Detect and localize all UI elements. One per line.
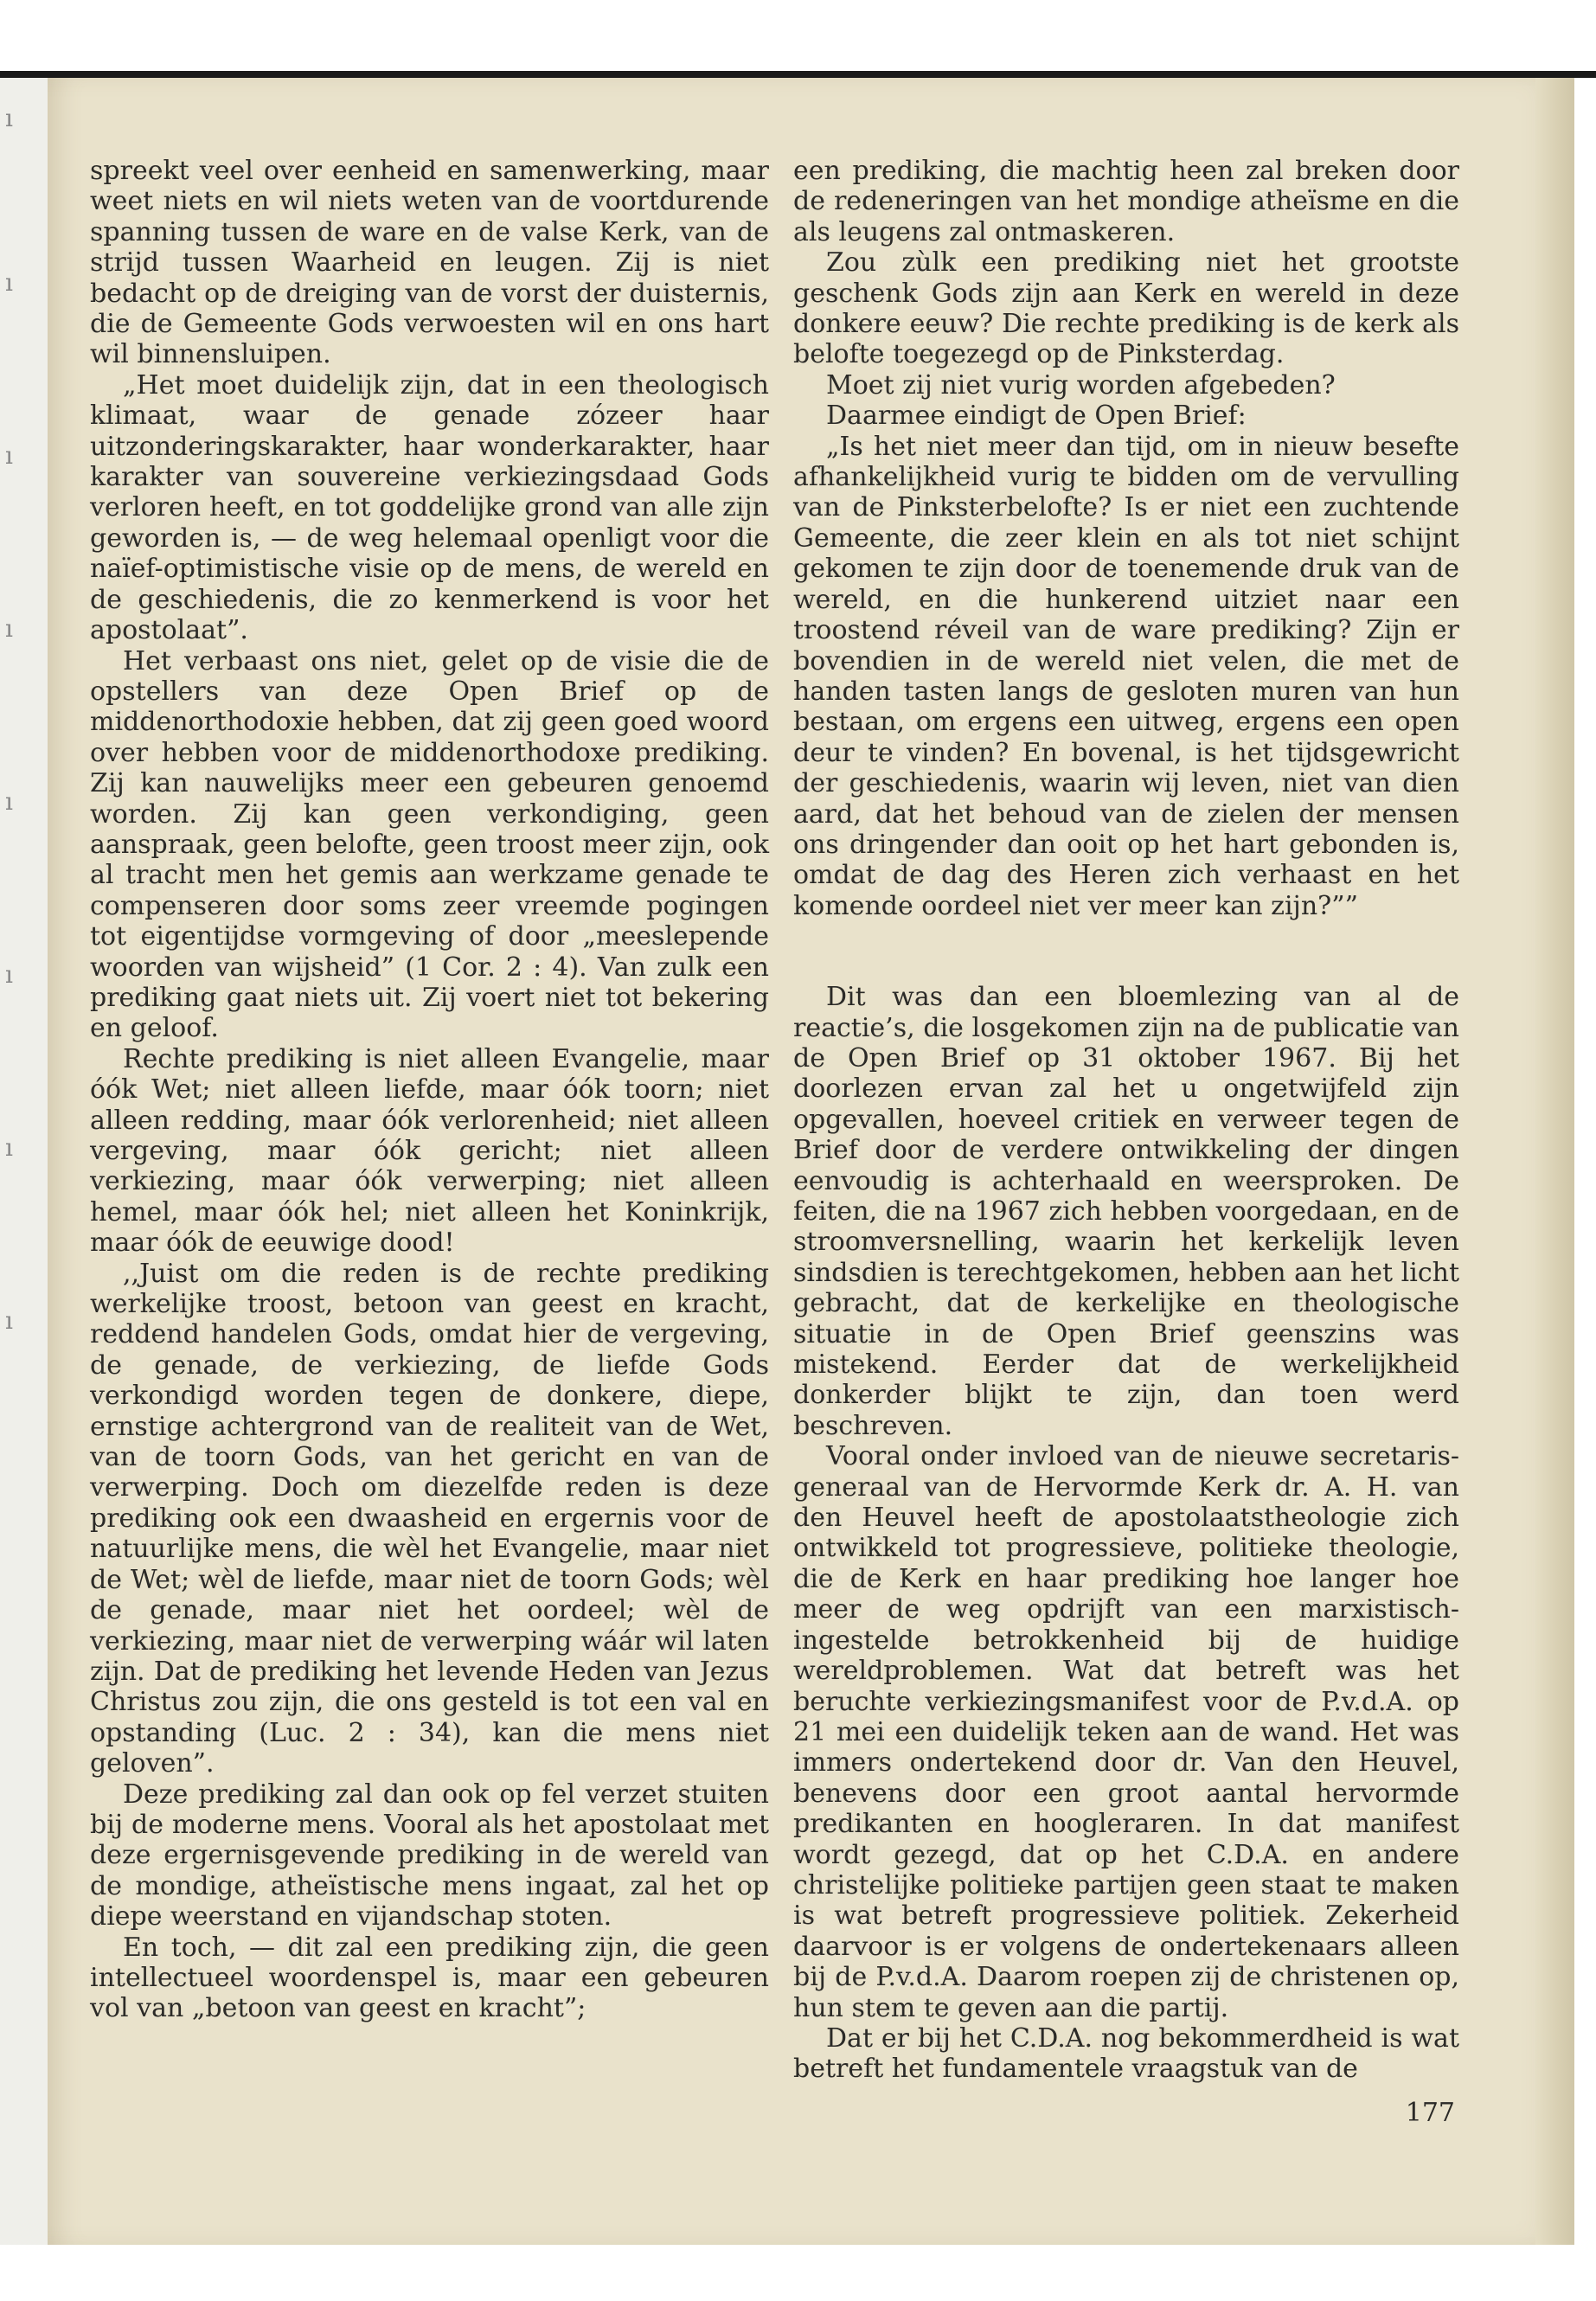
paragraph: ,,Juist om die reden is de rechte prediking werkelijke troost, betoon van geest en kracht, reddend handelen Gods, omdat hier de vergeving, de genade, de verkiezing, de liefde Gods verkondigd worden tegen de donkere, diepe, ernstige achtergrond van de realiteit van de Wet, van de toorn Gods, van het gericht en van de verwerping. Doch om diezelfde reden is deze prediking ook een dwaasheid en ergernis voor de natuurlijke mens, die wèl het Evangelie, maar niet de Wet; wèl de liefde, maar niet de toorn Gods; wèl de genade, maar niet het oordeel; wèl de verkiezing, maar niet de verwerping wáár wil laten zijn. Dat de prediking het levende Heden van Jezus Christus zou zijn, die ons gesteld is tot een val en opstanding (Luc. 2 : 34), kan die mens niet geloven”. (90, 1258, 769, 1779)
paragraph: Daarmee eindigt de Open Brief: (826, 401, 1247, 432)
paragraph: Deze prediking zal dan ook op fel verzet stuiten bij de moderne mens. Vooral als het apostolaat met deze ergernisgevende prediking in de wereld van de mondige, atheïstische mens ingaat, zal het op diepe weerstand en vijandschap stoten. (90, 1779, 769, 1932)
previous-page-edge: ı ı ı ı ı ı ı ı (0, 78, 48, 2245)
page-number: 177 (1405, 2098, 1455, 2128)
paragraph: Dit was dan een bloemlezing van al de reactie’s, die losgekomen zijn na de publicatie van de Open Brief op 31 oktober 1967. Bij het doorlezen ervan zal het u ongetwijfeld zijn opgevallen, hoeveel critiek en verweer tegen de Brief door de verdere ontwikkeling der dingen eenvoudig is achterhaald en weersproken. De feiten, die na 1967 zich hebben voorgedaan, en de stroomversnelling, waarin het kerkelijk leven sindsdien is terechtgekomen, hebben aan het licht gebracht, dat de kerkelijke en theologische situatie in de Open Brief geenszins was mistekend. Eerder dat de werkelijkheid donkerder blijkt te zijn, dan toen werd beschreven. (793, 982, 1459, 1441)
paragraph: Moet zij niet vurig worden afgebeden? (826, 369, 1336, 401)
right-text-column (793, 156, 1459, 2085)
page-fold-shadow (1535, 78, 1574, 2245)
paragraph: Vooral onder invloed van de nieuwe secretaris-generaal van de Hervormde Kerk dr. A. H. van den Heuvel heeft de apostolaatstheologie zich ontwikkeld tot progressieve, politieke theologie, die de Kerk en haar prediking hoe langer hoe meer de weg opdrijft van een marxistisch-ingestelde betrokkenheid bij de huidige wereldproblemen. Wat dat betreft was het beruchte verkiezingsmanifest voor de P.v.d.A. op 21 mei een duidelijk teken aan de wand. Het was immers ondertekend door dr. Van den Heuvel, benevens door een groot aantal hervormde predikanten en hoogleraren. In dat manifest wordt gezegd, dat op het C.D.A. en andere christelijke politieke partijen geen staat te maken is wat betreft progressieve politiek. Zekerheid daarvoor is er volgens de ondertekenaars alleen bij de P.v.d.A. Daarom roepen zij de christenen op, hun stem te geven aan die partij. (793, 1441, 1459, 2023)
paragraph: spreekt veel over eenheid en samenwerking, maar weet niets en wil niets weten van de voortdurende spanning tussen de ware en de valse Kerk, van de strijd tussen Waarheid en leugen. Zij is niet bedacht op de dreiging van de vorst der duisternis, die de Gemeente Gods verwoesten wil en ons hart wil binnensluipen. (90, 156, 769, 370)
scan-bottom-margin (0, 2245, 1596, 2301)
paragraph: een prediking, die machtig heen zal breken door de redeneringen van het mondige atheïsme en die als leugens zal ontmaskeren. (793, 156, 1459, 247)
paragraph: En toch, — dit zal een prediking zijn, die geen intellectueel woordenspel is, maar een gebeuren vol van „betoon van geest en kracht”; (90, 1932, 769, 2024)
left-text-column (90, 156, 769, 2024)
paragraph: Rechte prediking is niet alleen Evangelie, maar óók Wet; niet alleen liefde, maar óók toorn; niet alleen redding, maar óók verlorenheid; niet alleen vergeving, maar óók gericht; niet alleen verkiezing, maar óók verwerping; niet alleen hemel, maar óók hel; niet alleen het Koninkrijk, maar óók de eeuwige dood! (90, 1043, 769, 1259)
quoted-paragraph: „Is het niet meer dan tijd, om in nieuw besefte afhankelijkheid vurig te bidden om de vervulling van de Pinksterbelofte? Is er niet een zuchtende Gemeente, die zeer klein en als tot niet schijnt gekomen te zijn door de toenemende druk van de wereld, en die hunkerend uitziet naar een troostend réveil van de ware prediking? Zijn er bovendien in de wereld niet velen, die met de handen tasten langs de gesloten muren van hun bestaan, om ergens een uitweg, ergens een open deur te vinden? En bovenal, is het tijdsgewricht der geschiedenis, waarin wij leven, niet van dien aard, dat het behoud van de zielen der mensen ons dringender dan ooit op het hart gebonden is, omdat de dag des Heren zich verhaast en het komende oordeel niet ver meer kan zijn?”” (793, 431, 1459, 921)
section-gap (793, 921, 1459, 982)
paragraph: Dat er bij het C.D.A. nog bekommerdheid is wat betreft het fundamentele vraagstuk van de (793, 2022, 1459, 2085)
paragraph: Zou zùlk een prediking niet het grootste geschenk Gods zijn aan Kerk en wereld in deze donkere eeuw? Die rechte prediking is de kerk als belofte toegezegd op de Pinksterdag. (793, 247, 1459, 370)
paragraph: Het verbaast ons niet, gelet op de visie die de opstellers van deze Open Brief op de middenorthodoxie hebben, dat zij geen goed woord over hebben voor de middenorthodoxe prediking. Zij kan nauwelijks meer een gebeuren genoemd worden. Zij kan geen verkondiging, geen aanspraak, geen belofte, geen troost meer zijn, ook al tracht men het gemis aan werkzame genade te compenseren door soms zeer vreemde pogingen tot eigentijdse vormgeving of door „meeslepende woorden van wijsheid” (1 Cor. 2 : 4). Van zulk een prediking gaat niets uit. Zij voert niet tot bekering en geloof. (90, 645, 769, 1044)
scan-top-margin (0, 0, 1596, 71)
paragraph: „Het moet duidelijk zijn, dat in een theologisch klimaat, waar de genade zózeer haar uitzonderingskarakter, haar wonderkarakter, haar karakter van souvereine verkiezingsdaad Gods verloren heeft, en tot goddelijke grond van alle zijn geworden is, — de weg helemaal openligt voor die naïef-optimistische visie op de mens, de wereld en de geschiedenis, die zo kenmerkend is voor het apostolaat”. (90, 369, 769, 646)
scan-top-border (0, 71, 1596, 78)
